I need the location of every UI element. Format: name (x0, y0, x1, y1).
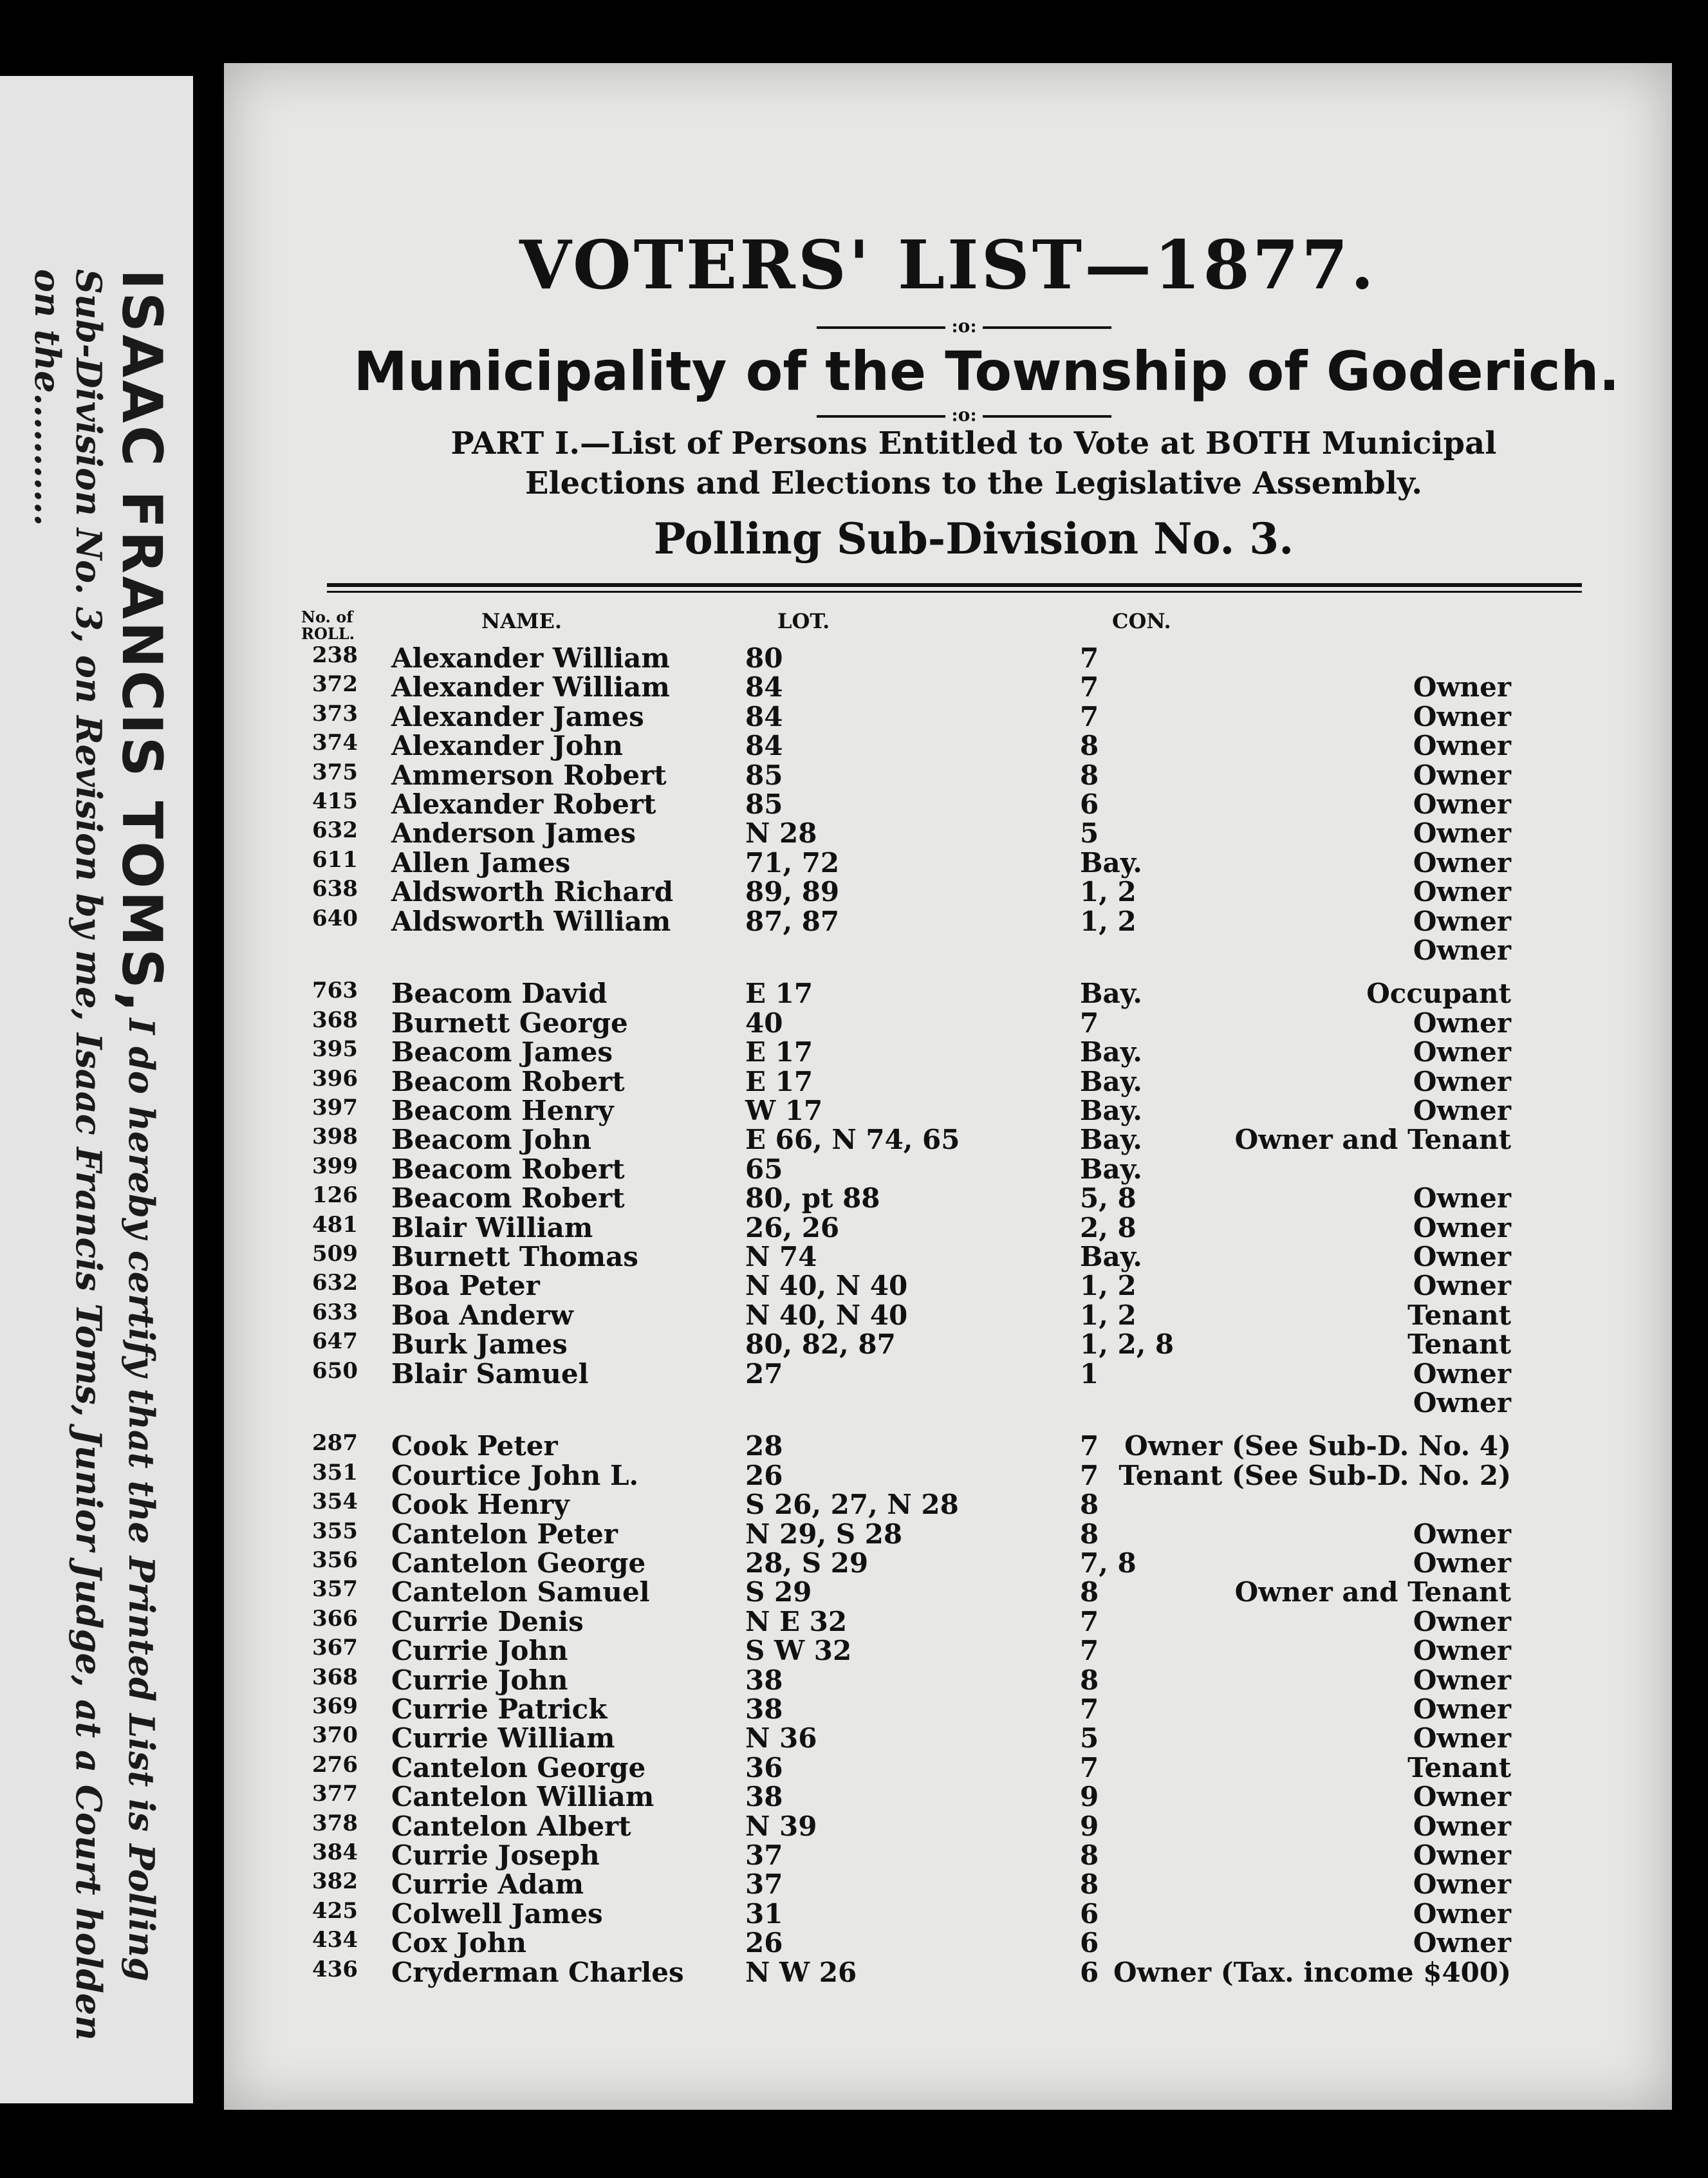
voter-status: Owner (1413, 1036, 1511, 1068)
voter-name: Cantelon Samuel (391, 1576, 650, 1608)
voter-name: Allen James (391, 846, 571, 879)
table-row (224, 978, 1672, 1010)
voter-name: Colwell James (391, 1897, 603, 1930)
lot-value: E 17 (745, 1036, 813, 1068)
table-row (224, 1489, 1672, 1521)
roll-number: 632 (312, 817, 358, 844)
lot-value: 26 (745, 1459, 783, 1491)
lot-value: 85 (745, 759, 783, 791)
table-row (224, 1576, 1672, 1606)
lot-value: 38 (745, 1693, 783, 1725)
polling-subdivision-heading: Polling Sub-Division No. 3. (653, 514, 1294, 564)
ornament-divider-2: :o: (803, 404, 1125, 416)
lot-value: 80 (745, 642, 783, 674)
table-row (224, 1752, 1672, 1782)
table-row (224, 1781, 1672, 1813)
roll-number: 425 (312, 1897, 358, 1924)
voter-status: Tenant (See Sub-D. No. 2) (1119, 1459, 1511, 1491)
roll-number: 368 (312, 1664, 358, 1690)
table-row (224, 1518, 1672, 1548)
lot-value: S W 32 (745, 1635, 852, 1667)
concession-value: Bay. (1080, 1065, 1142, 1097)
voter-name: Blair Samuel (391, 1357, 589, 1390)
voter-status: Owner (1413, 788, 1511, 820)
voter-status: Owner (1413, 1781, 1511, 1813)
voter-name: Currie Denis (391, 1605, 584, 1637)
table-row (224, 701, 1672, 731)
lot-value: N 28 (745, 817, 817, 850)
lot-value: 38 (745, 1781, 783, 1813)
lot-value: 27 (745, 1357, 783, 1390)
voter-status: Owner (1413, 876, 1511, 908)
col-name: NAME. (481, 609, 562, 633)
roll-number: 398 (312, 1124, 358, 1150)
concession-value: 7 (1080, 1635, 1099, 1667)
lot-value: E 17 (745, 978, 813, 1010)
roll-number: 367 (312, 1635, 358, 1661)
roll-number: 368 (312, 1007, 358, 1033)
voter-name: Cantelon William (391, 1781, 654, 1813)
concession-value: 8 (1080, 730, 1099, 762)
roll-number: 611 (312, 846, 358, 873)
judge-name: ISAAC FRANCIS TOMS, (109, 269, 174, 1015)
concession-value: 1, 2 (1080, 1299, 1137, 1331)
voter-name: Beacom David (391, 978, 608, 1010)
lot-value: 84 (745, 671, 783, 703)
ornament-divider: :o: (803, 315, 1125, 327)
concession-value: 6 (1080, 1956, 1099, 1988)
voter-name: Beacom Robert (391, 1153, 625, 1185)
table-row (224, 1212, 1672, 1242)
voter-name: Currie William (391, 1722, 615, 1754)
voter-status: Owner (1413, 1664, 1511, 1696)
table-row (224, 817, 1672, 850)
voter-name: Boa Peter (391, 1270, 540, 1302)
voter-name: Alexander Robert (391, 788, 656, 820)
table-row (224, 1007, 1672, 1037)
lot-value: 28, S 29 (745, 1547, 869, 1579)
roll-number: 640 (312, 905, 358, 931)
voter-status: Owner (1413, 1635, 1511, 1667)
voter-status: Owner (1413, 1839, 1511, 1871)
table-row (224, 1898, 1672, 1928)
col-lot: LOT. (777, 609, 830, 633)
voter-name: Beacom Robert (391, 1182, 625, 1215)
lot-value: 38 (745, 1664, 783, 1696)
table-row (224, 1722, 1672, 1752)
voter-name: Cryderman Charles (391, 1956, 684, 1988)
roll-number: 354 (312, 1489, 358, 1515)
roll-number: 434 (312, 1927, 358, 1953)
voter-name: Ammerson Robert (391, 759, 667, 791)
voter-name: Burk James (391, 1328, 568, 1361)
voter-status: Owner (1413, 1810, 1511, 1842)
col-con: CON. (1112, 609, 1171, 633)
table-row (224, 1927, 1672, 1957)
voter-status: Owner (1413, 1547, 1511, 1579)
table-row (224, 1153, 1672, 1183)
voter-status: Owner (1413, 1387, 1511, 1419)
lot-value: N W 26 (745, 1956, 857, 1988)
previous-page-strip (0, 76, 193, 2103)
concession-value: Bay. (1080, 1036, 1142, 1068)
voter-status: Owner (1413, 671, 1511, 703)
table-row (224, 1387, 1672, 1417)
col-no-roll: No. of ROLL. (301, 608, 355, 643)
voter-name: Courtice John L. (391, 1459, 639, 1491)
roll-number: 395 (312, 1036, 358, 1063)
voter-name: Anderson James (391, 817, 636, 850)
voter-status: Owner (Tax. income $400) (1113, 1956, 1511, 1988)
table-row (224, 1095, 1672, 1124)
concession-value: Bay. (1080, 1241, 1142, 1272)
voter-name: Currie John (391, 1664, 568, 1696)
voter-status: Owner (1413, 1518, 1511, 1550)
table-row (224, 847, 1672, 877)
voter-status: Owner (1413, 1357, 1511, 1390)
roll-number: 375 (312, 759, 358, 785)
lot-value: N E 32 (745, 1605, 848, 1637)
table-row (224, 671, 1672, 701)
voter-status: Owner and Tenant (1234, 1576, 1511, 1608)
concession-value: Bay. (1080, 1124, 1142, 1156)
lot-value: 87, 87 (745, 905, 840, 937)
roll-number: 356 (312, 1547, 358, 1573)
roll-number: 647 (312, 1328, 358, 1355)
voter-name: Burnett Thomas (391, 1241, 638, 1272)
roll-number: 638 (312, 876, 358, 902)
concession-value: 7 (1080, 1751, 1099, 1783)
table-row (224, 1299, 1672, 1329)
roll-number: 287 (312, 1430, 358, 1457)
lot-value: 36 (745, 1751, 783, 1783)
concession-value: 7 (1080, 1693, 1099, 1725)
roll-number: 238 (312, 642, 358, 668)
voter-name: Alexander James (391, 700, 644, 732)
voter-name: Cook Henry (391, 1489, 570, 1521)
table-row (224, 1810, 1672, 1840)
roll-number: 126 (312, 1182, 358, 1209)
lot-value: 85 (745, 788, 783, 820)
table-row (224, 935, 1672, 964)
concession-value: 7 (1080, 1605, 1099, 1637)
voter-status: Owner (1413, 1270, 1511, 1302)
lot-value: N 74 (745, 1241, 817, 1272)
voter-status: Owner (1413, 1605, 1511, 1637)
voter-status: Owner (1413, 759, 1511, 791)
lot-value: 31 (745, 1897, 783, 1930)
roll-number: 396 (312, 1065, 358, 1092)
concession-value: 5, 8 (1080, 1182, 1137, 1215)
concession-value: 5 (1080, 817, 1099, 850)
table-row (224, 1066, 1672, 1095)
certification-statement: I do hereby certify that the Printed List is Polling Sub-Division No. 3, on Revision by me, Isaac Francis Toms, Junior Judge, at a Court holden on the........... (27, 269, 162, 2041)
lot-value: 37 (745, 1868, 783, 1901)
roll-number: 369 (312, 1693, 358, 1719)
table-row (224, 1270, 1672, 1302)
roll-number: 357 (312, 1576, 358, 1603)
voter-status: Owner (1413, 1693, 1511, 1725)
concession-value: 8 (1080, 1664, 1099, 1696)
roll-number: 382 (312, 1868, 358, 1895)
roll-number: 509 (312, 1241, 358, 1267)
table-row (224, 1635, 1672, 1667)
voter-name: Currie Joseph (391, 1839, 600, 1871)
concession-value: 8 (1080, 1839, 1099, 1871)
roll-number: 372 (312, 671, 358, 698)
voter-name: Currie John (391, 1635, 568, 1667)
table-row (224, 1430, 1672, 1460)
lot-value: S 29 (745, 1576, 812, 1608)
lot-value: 80, pt 88 (745, 1182, 880, 1215)
voter-status: Owner (1413, 905, 1511, 937)
concession-value: 8 (1080, 1489, 1099, 1521)
roll-number: 370 (312, 1722, 358, 1749)
roll-number: 366 (312, 1605, 358, 1632)
concession-value: 7 (1080, 1430, 1099, 1462)
voter-name: Currie Adam (391, 1868, 584, 1901)
voter-name: Cantelon Peter (391, 1518, 618, 1550)
table-row (224, 1664, 1672, 1694)
table-row (224, 1036, 1672, 1066)
concession-value: 1, 2 (1080, 1270, 1137, 1302)
table-row (224, 788, 1672, 818)
concession-value: 7, 8 (1080, 1547, 1137, 1579)
roll-number: 355 (312, 1518, 358, 1544)
lot-value: S 26, 27, N 28 (745, 1489, 959, 1521)
table-row (224, 876, 1672, 906)
table-row (224, 1460, 1672, 1489)
table-row (224, 1606, 1672, 1635)
concession-value: 6 (1080, 788, 1099, 820)
lot-value: 26 (745, 1927, 783, 1959)
voter-status: Tenant (1407, 1328, 1511, 1361)
voter-status: Owner (1413, 1007, 1511, 1039)
concession-value: 1, 2 (1080, 876, 1137, 908)
voter-name: Cantelon Albert (391, 1810, 631, 1842)
lot-value: 84 (745, 730, 783, 762)
roll-number: 374 (312, 730, 358, 756)
lot-value: 71, 72 (745, 846, 840, 879)
lot-value: 40 (745, 1007, 783, 1039)
concession-value: 7 (1080, 642, 1099, 674)
concession-value: Bay. (1080, 1095, 1142, 1126)
voter-status: Owner (1413, 730, 1511, 762)
concession-value: 7 (1080, 1007, 1099, 1039)
voter-name: Beacom John (391, 1124, 592, 1156)
table-row (224, 1868, 1672, 1901)
concession-value: 1, 2 (1080, 905, 1137, 937)
roll-number: 276 (312, 1751, 358, 1778)
voter-status: Owner (1413, 1868, 1511, 1901)
roll-number: 399 (312, 1153, 358, 1179)
voter-name: Aldsworth William (391, 905, 671, 937)
concession-value: 8 (1080, 1868, 1099, 1901)
concession-value: Bay. (1080, 978, 1142, 1010)
roll-number: 650 (312, 1357, 358, 1384)
voter-name: Beacom James (391, 1036, 613, 1068)
concession-value: 9 (1080, 1810, 1099, 1842)
roll-number: 397 (312, 1095, 358, 1121)
table-row (224, 642, 1672, 672)
table-row (224, 906, 1672, 935)
concession-value: Bay. (1080, 1153, 1142, 1185)
voter-status: Owner (1413, 817, 1511, 850)
voter-name: Alexander William (391, 642, 670, 674)
table-row (224, 1957, 1672, 1986)
header-rule (327, 583, 1582, 593)
concession-value: 8 (1080, 1576, 1099, 1608)
voter-status: Owner (1413, 935, 1511, 966)
lot-value: 84 (745, 700, 783, 732)
roll-number: 373 (312, 700, 358, 727)
voter-status: Owner (1413, 1065, 1511, 1097)
voter-name: Burnett George (391, 1007, 628, 1039)
voter-status: Tenant (1407, 1299, 1511, 1331)
lot-value: 89, 89 (745, 876, 840, 908)
voter-status: Owner (1413, 846, 1511, 879)
lot-value: 65 (745, 1153, 783, 1185)
voter-name: Beacom Robert (391, 1065, 625, 1097)
lot-value: N 39 (745, 1810, 817, 1842)
roll-number: 384 (312, 1839, 358, 1865)
voter-status: Tenant (1407, 1751, 1511, 1783)
voter-status: Owner (1413, 1722, 1511, 1754)
table-row (224, 1358, 1672, 1388)
lot-value: E 66, N 74, 65 (745, 1124, 960, 1156)
page-title: VOTERS' LIST—1877. (519, 225, 1377, 304)
concession-value: 7 (1080, 671, 1099, 703)
certification-text (27, 269, 174, 2071)
voter-status: Owner (1413, 1211, 1511, 1243)
roll-number: 633 (312, 1299, 358, 1325)
table-row (224, 1182, 1672, 1215)
concession-value: 7 (1080, 1459, 1099, 1491)
roll-number: 378 (312, 1810, 358, 1836)
municipality-heading: Municipality of the Township of Goderich. (353, 340, 1620, 403)
voter-name: Alexander John (391, 730, 623, 762)
lot-value: 28 (745, 1430, 783, 1462)
table-row (224, 759, 1672, 789)
voter-name: Cox John (391, 1927, 527, 1959)
voter-name: Cantelon George (391, 1751, 646, 1783)
voter-status: Owner (See Sub-D. No. 4) (1124, 1430, 1511, 1462)
voter-status: Owner and Tenant (1234, 1124, 1511, 1156)
voter-name: Currie Patrick (391, 1693, 608, 1725)
table-row (224, 1693, 1672, 1723)
table-row (224, 1241, 1672, 1270)
lot-value: N 40, N 40 (745, 1270, 908, 1302)
concession-value: 8 (1080, 1518, 1099, 1550)
roll-number: 351 (312, 1459, 358, 1485)
voter-status: Occupant (1366, 978, 1511, 1010)
part-description: PART I.—List of Persons Entitled to Vote at BOTH Municipal Elections and Elections to the Legislative Assembly. (450, 425, 1497, 501)
roll-number: 436 (312, 1956, 358, 1982)
roll-number: 763 (312, 978, 358, 1004)
lot-value: N 36 (745, 1722, 817, 1754)
voter-name: Aldsworth Richard (391, 876, 674, 908)
table-row (224, 1547, 1672, 1577)
concession-value: 1 (1080, 1357, 1099, 1390)
concession-value: 6 (1080, 1897, 1099, 1930)
voter-status: Owner (1413, 1897, 1511, 1930)
voter-name: Cantelon George (391, 1547, 646, 1579)
roll-number: 377 (312, 1781, 358, 1807)
concession-value: 7 (1080, 700, 1099, 732)
lot-value: 80, 82, 87 (745, 1328, 896, 1361)
voter-name: Cook Peter (391, 1430, 558, 1462)
voters-list-page (224, 63, 1672, 2110)
voter-name: Boa Anderw (391, 1299, 573, 1331)
lot-value: N 40, N 40 (745, 1299, 908, 1331)
voter-status: Owner (1413, 1182, 1511, 1215)
lot-value: 26, 26 (745, 1211, 840, 1243)
concession-value: 9 (1080, 1781, 1099, 1813)
concession-value: Bay. (1080, 846, 1142, 879)
voter-status: Owner (1413, 1095, 1511, 1126)
lot-value: 37 (745, 1839, 783, 1871)
lot-value: E 17 (745, 1065, 813, 1097)
lot-value: N 29, S 28 (745, 1518, 903, 1550)
concession-value: 2, 8 (1080, 1211, 1137, 1243)
voter-name: Alexander William (391, 671, 670, 703)
roll-number: 415 (312, 788, 358, 814)
concession-value: 8 (1080, 759, 1099, 791)
table-row (224, 1124, 1672, 1156)
table-row (224, 1328, 1672, 1361)
voter-status: Owner (1413, 1927, 1511, 1959)
table-row (224, 1839, 1672, 1869)
table-row (224, 730, 1672, 762)
roll-number: 632 (312, 1270, 358, 1296)
roll-number: 481 (312, 1211, 358, 1238)
voter-status: Owner (1413, 1241, 1511, 1272)
concession-value: 5 (1080, 1722, 1099, 1754)
lot-value: W 17 (745, 1095, 823, 1126)
concession-value: 6 (1080, 1927, 1099, 1959)
concession-value: 1, 2, 8 (1080, 1328, 1174, 1361)
voter-status: Owner (1413, 700, 1511, 732)
voter-name: Blair William (391, 1211, 593, 1243)
voter-name: Beacom Henry (391, 1095, 614, 1126)
